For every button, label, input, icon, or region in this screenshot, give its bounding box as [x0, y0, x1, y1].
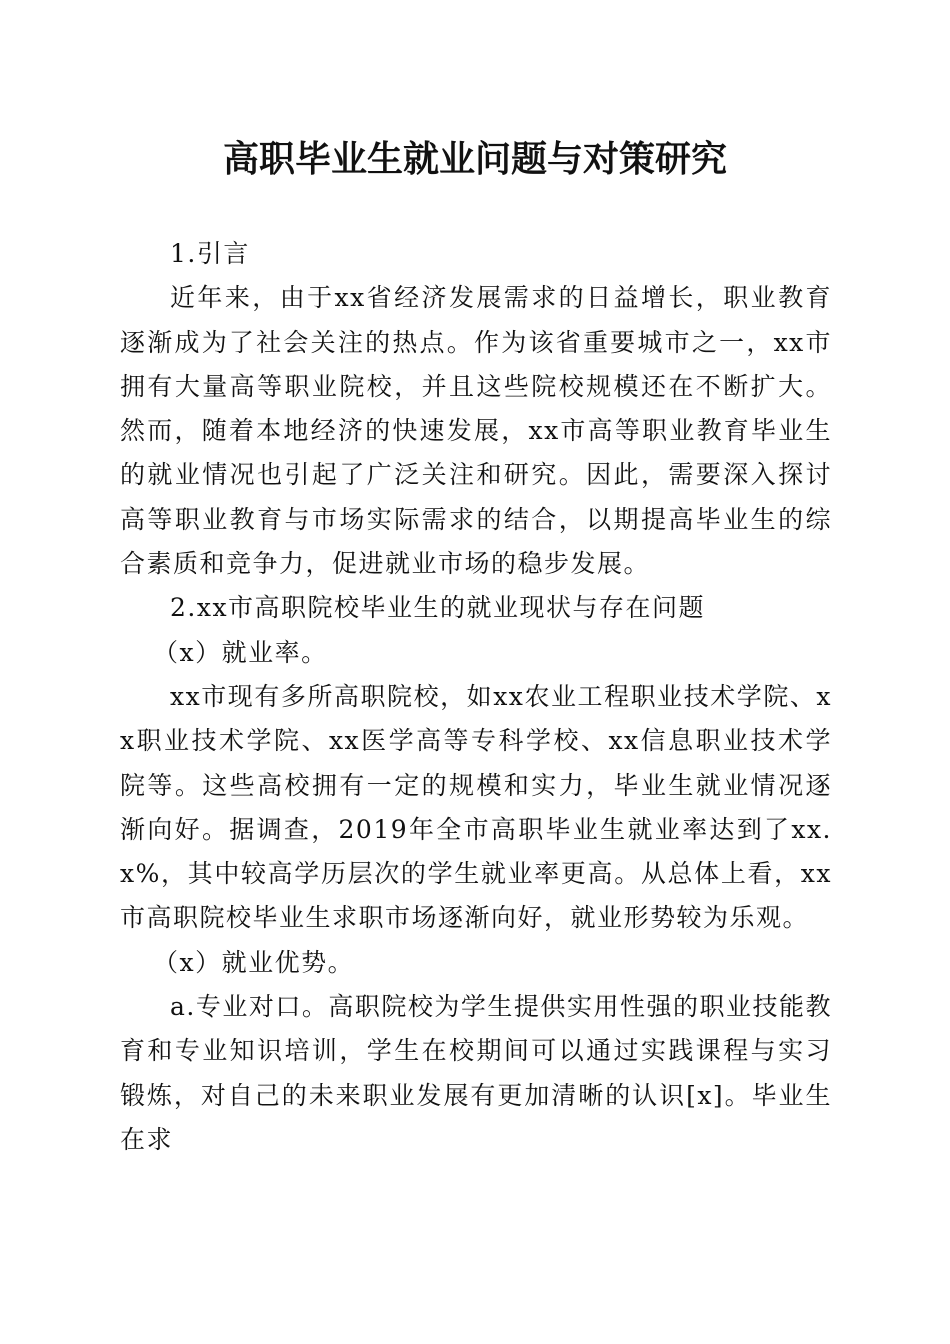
paragraph-employment-rate: xx市现有多所高职院校，如xx农业工程职业技术学院、xx职业技术学院、xx医学高等专科学校、xx信息职业技术学院等。这些高校拥有一定的规模和实力，毕业生就业情况逐渐向好。据调查，2019年全市高职毕业生就业率达到了xx.x%，其中较高学历层次的学生就业率更高。从总体上看，xx市高职院校毕业生求职市场逐渐向好，就业形势较为乐观。: [120, 681, 832, 933]
paragraph-major-match: a.专业对口。高职院校为学生提供实用性强的职业技能教育和专业知识培训，学生在校期间可以通过实践课程与实习锻炼，对自己的未来职业发展有更加清晰的认识[x]。毕业生在求: [120, 992, 832, 1154]
section-heading-employment-status: 2.xx市高职院校毕业生的就业现状与存在问题: [170, 593, 706, 623]
subheading-employment-rate: （x）就业率。: [153, 637, 328, 667]
section-heading-introduction: 1.引言: [170, 239, 250, 268]
document-title: 高职毕业生就业问题与对策研究: [222, 138, 727, 180]
document-body: [120, 232, 832, 1162]
subheading-employment-advantages: （x）就业优势。: [153, 947, 355, 977]
paragraph-introduction: 近年来，由于xx省经济发展需求的日益增长，职业教育逐渐成为了社会关注的热点。作为该省重要城市之一，xx市拥有大量高等职业院校，并且这些院校规模还在不断扩大。然而，随着本地经济的快速发展，xx市高等职业教育毕业生的就业情况也引起了广泛关注和研究。因此，需要深入探讨高等职业教育与市场实际需求的结合，以期提高毕业生的综合素质和竞争力，促进就业市场的稳步发展。: [120, 283, 832, 579]
